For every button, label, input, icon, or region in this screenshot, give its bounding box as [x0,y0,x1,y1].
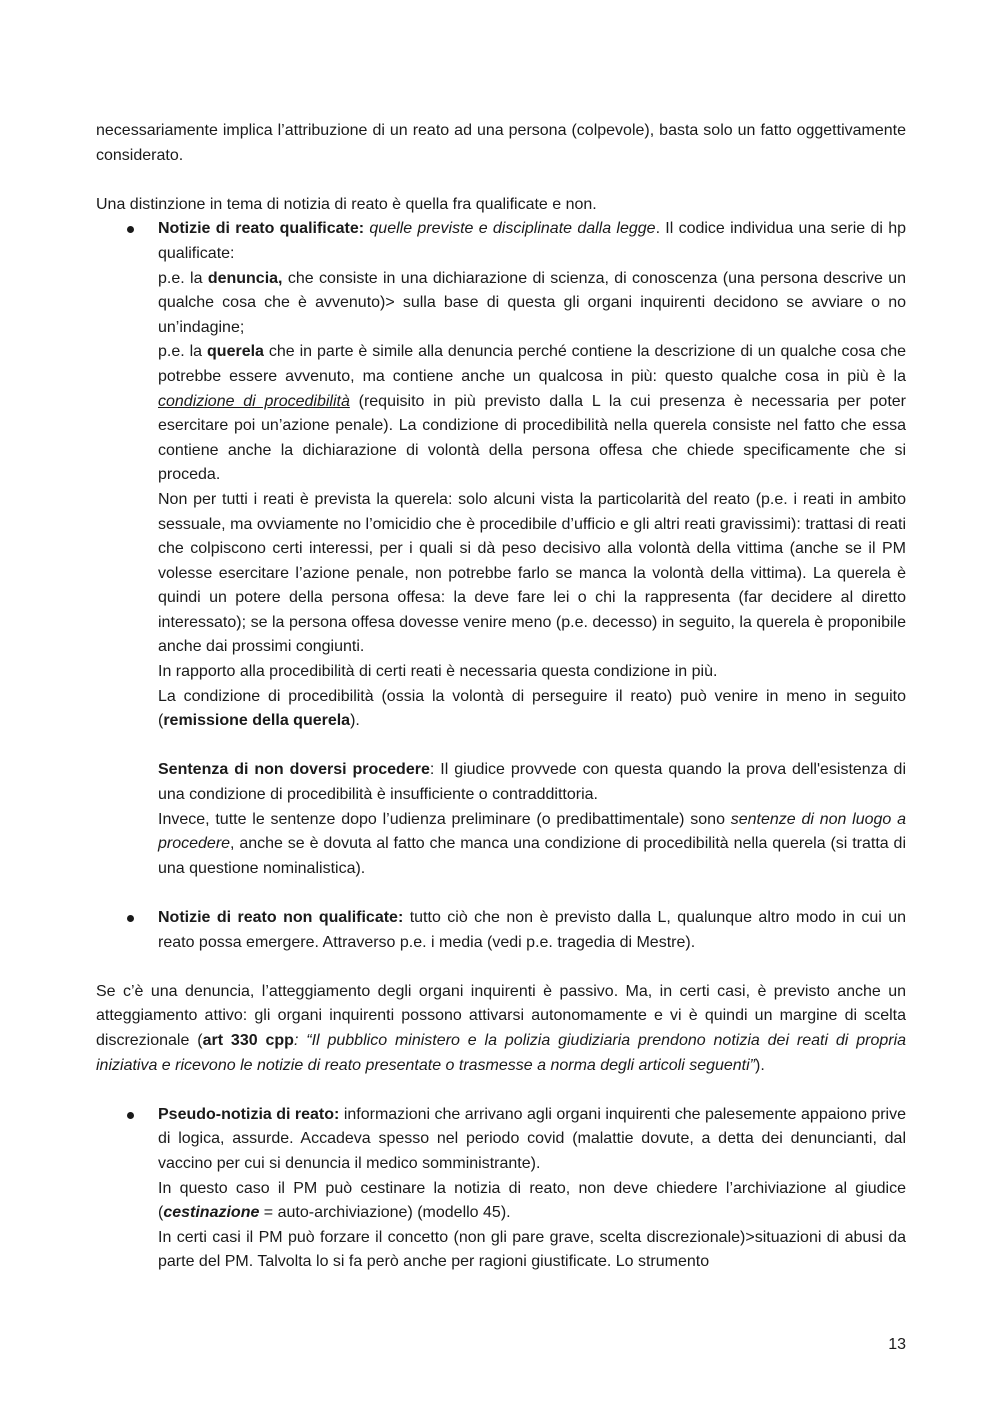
term-non-luogo: sentenze di non luogo a procedere [158,810,906,853]
term-art-330: art 330 cpp [202,1031,294,1049]
paragraph-forzare: In certi casi il PM può forzare il concetto (non gli pare grave, scelta discrezionale)>situazioni di abusi da parte del PM. Talvolta lo si fa però anche per ragioni giustificate. Lo strumento [158,1228,906,1271]
term-condizione: condizione di procedibilità [158,392,350,410]
paragraph-atteggiamento: Se c’è una denuncia, l’atteggiamento degli organi inquirenti è passivo. Ma, in certi casi, è previsto anche un atteggiamento attivo: gli organi inquirenti possono attivarsi autonomamente e vi è quindi un margine di scelta discrezionale (art 330 cpp: “Il pubblico ministero e la polizia giudiziaria prendono notizia dei reati di propria iniziativa e ricevono le notizie di reato presentate o trasmesse a norma degli articoli seguenti”). [96,982,907,1074]
paragraph-remissione: La condizione di procedibilità (ossia la volontà di perseguire il reato) può venire in meno in seguito (remissione della querela). [158,687,906,730]
paragraph-invece: Invece, tutte le sentenze dopo l’udienza preliminare (o predibattimentale) sono sentenze di non luogo a procedere, anche se è dovuta al fatto che manca una condizione di procedibilità nella querela (si tratta di una questione nominalistica). [158,810,906,877]
term-denuncia: denuncia, [207,269,283,287]
list-item-non-qualificate: Notizie di reato non qualificate: tutto ciò che non è previsto dalla L, qualunque altro modo in cui un reato possa emergere. Attraverso p.e. i media (vedi p.e. tragedia di Mestre). [96,906,906,955]
paragraph-denuncia: p.e. la denuncia, che consiste in una dichiarazione di scienza, di conoscenza (una persona descrive un qualche cosa che è avvenuto)> sulla base di questa gli organi inquirenti decidono se avviare o no un’indagine; [158,269,906,336]
definition: quelle previste e disciplinate dalla legge [369,220,656,238]
paragraph-rapporto: In rapporto alla procedibilità di certi reati è necessaria questa condizione in più. [158,663,718,681]
term-qualificate: Notizie di reato qualificate: [158,220,365,238]
paragraph-sentenza: Sentenza di non doversi procedere: Il giudice provvede con questa quando la prova dell'esistenza di una condizione di procedibilità è insufficiente o contraddittoria. [158,761,907,804]
bullet-list-qualificate [96,217,906,881]
paragraph-intro-1: necessariamente implica l’attribuzione di un reato ad una persona (colpevole), basta solo un fatto oggettivamente considerato. [96,122,906,164]
paragraph-querela: p.e. la querela che in parte è simile alla denuncia perché contiene la descrizione di un qualche cosa che potrebbe essere avvenuto, ma contiene anche un qualcosa in più: questo qualche cosa in più è la condizione di procedibilità (requisito in più previsto dalla L la cui presenza è necessaria per poter esercitare poi un’azione penale). La condizione di procedibilità nella querela consiste nel fatto che essa contiene anche la dichiarazione di volontà della persona offesa che chiede specificamente che si proceda. [158,343,907,484]
list-item-qualificate: Notizie di reato qualificate: quelle previste e disciplinate dalla legge. Il codice individua una serie di hp qualificate: p.e. la denuncia, che consiste in una dichiarazione di scienza, di conoscenza (una persona descrive un qualche cosa che è avvenuto)> sulla base di questa gli organi inquirenti decidono se avviare o no un’indagine; p.e. la querela che in parte è simile alla denuncia perché contiene la descrizione di un qualche cosa che potrebbe essere avvenuto, ma contiene anche un qualcosa in più: questo qualche cosa in più è la condizione di procedibilità (requisito in più previsto dalla L la cui presenza è necessaria per poter esercitare poi un’azione penale). La condizione di procedibilità nella querela consiste nel fatto che essa contiene anche la dichiarazione di volontà della persona offesa che chiede specificamente che si proceda. Non per tutti i reati è prevista la querela: solo alcuni vista la particolarità del reato (p.e. i reati in ambito sessuale, ma ovviamente no l’omicidio che è procedibile d’ufficio e gli altri reati gravissimi): trattasi di reati che colpiscono certi interessi, per i quali si dà peso decisivo alla volontà della vittima (anche se il PM volesse esercitare l’azione penale, non potrebbe farlo se manca la volontà della vittima). La querela è quindi un potere della persona offesa: la deve fare lei o chi la rappresenta (far decidere al diretto interessato); se la persona offesa dovesse venire meno (p.e. decesso) in seguito, la querela è proponibile anche dai prossimi congiunti. In rapporto alla procedibilità di certi reati è necessaria questa condizione in più. La condizione di procedibilità (ossia la volontà di perseguire il reato) può venire in meno in seguito (remissione della querela). Sentenza di non doversi procedere: Il giudice provvede con questa quando la prova dell'esistenza di una condizione di procedibilità è insufficiente o contraddittoria. Invece, tutte le sentenze dopo l’udienza preliminare (o predibattimentale) sono sentenze di non luogo a procedere, anche se è dovuta al fatto che manca una condizione di procedibilità nella querela (si tratta di una questione nominalistica). [96,217,906,881]
term-cestinazione: cestinazione [163,1204,260,1222]
quote-art-330: “Il pubblico ministero e la polizia giudiziaria prendono notizia dei reati di propria iniziativa e ricevono le notizie di reato presentate o trasmesse a norma degli articoli seguenti” [96,1031,907,1074]
paragraph-intro-2: Una distinzione in tema di notizia di reato è quella fra qualificate e non. [96,195,597,213]
term-pseudo: Pseudo-notizia di reato: [158,1105,340,1123]
term-querela: querela [207,343,264,361]
bullet-icon [127,1112,134,1119]
term-non-qualificate: Notizie di reato non qualificate: [158,909,404,926]
document-body [96,119,906,1275]
page-number: 13 [888,1336,906,1353]
bullet-icon [127,226,134,233]
list-item-pseudo: Pseudo-notizia di reato: informazioni che arrivano agli organi inquirenti che palesemente appaiono prive di logica, assurde. Accadeva spesso nel periodo covid (malattie dovute, a detta dei denuncianti, dal vaccino per cui si denuncia il medico somministrante). In questo caso il PM può cestinare la notizia di reato, non deve chiedere l’archiviazione al giudice (cestinazione = auto-archiviazione) (modello 45). In certi casi il PM può forzare il concetto (non gli pare grave, scelta discrezionale)>situazioni di abusi da parte del PM. Talvolta lo si fa però anche per ragioni giustificate. Lo strumento [96,1103,906,1275]
paragraph-non-tutti: Non per tutti i reati è prevista la querela: solo alcuni vista la particolarità del reato (p.e. i reati in ambito sessuale, ma ovviamente no l’omicidio che è procedibile d’ufficio e gli altri reati gravissimi): trattasi di reati che colpiscono certi interessi, per i quali si dà peso decisivo alla volontà della vittima (anche se il PM volesse esercitare l’azione penale, non potrebbe farlo se manca la volontà della vittima). La querela è quindi un potere della persona offesa: la deve fare lei o chi la rappresenta (far decidere al diretto interessato); se la persona offesa dovesse venire meno (p.e. decesso) in seguito, la querela è proponibile anche dai prossimi congiunti. [158,490,906,656]
bullet-list-pseudo [96,1103,906,1275]
bullet-icon [127,915,134,922]
bullet-list-non-qualificate [96,906,906,955]
term-remissione: remissione della querela [163,712,351,730]
paragraph-cestinare: In questo caso il PM può cestinare la notizia di reato, non deve chiedere l’archiviazione al giudice (cestinazione = auto-archiviazione) (modello 45). [158,1179,906,1222]
term-sentenza: Sentenza di non doversi procedere [158,761,430,779]
